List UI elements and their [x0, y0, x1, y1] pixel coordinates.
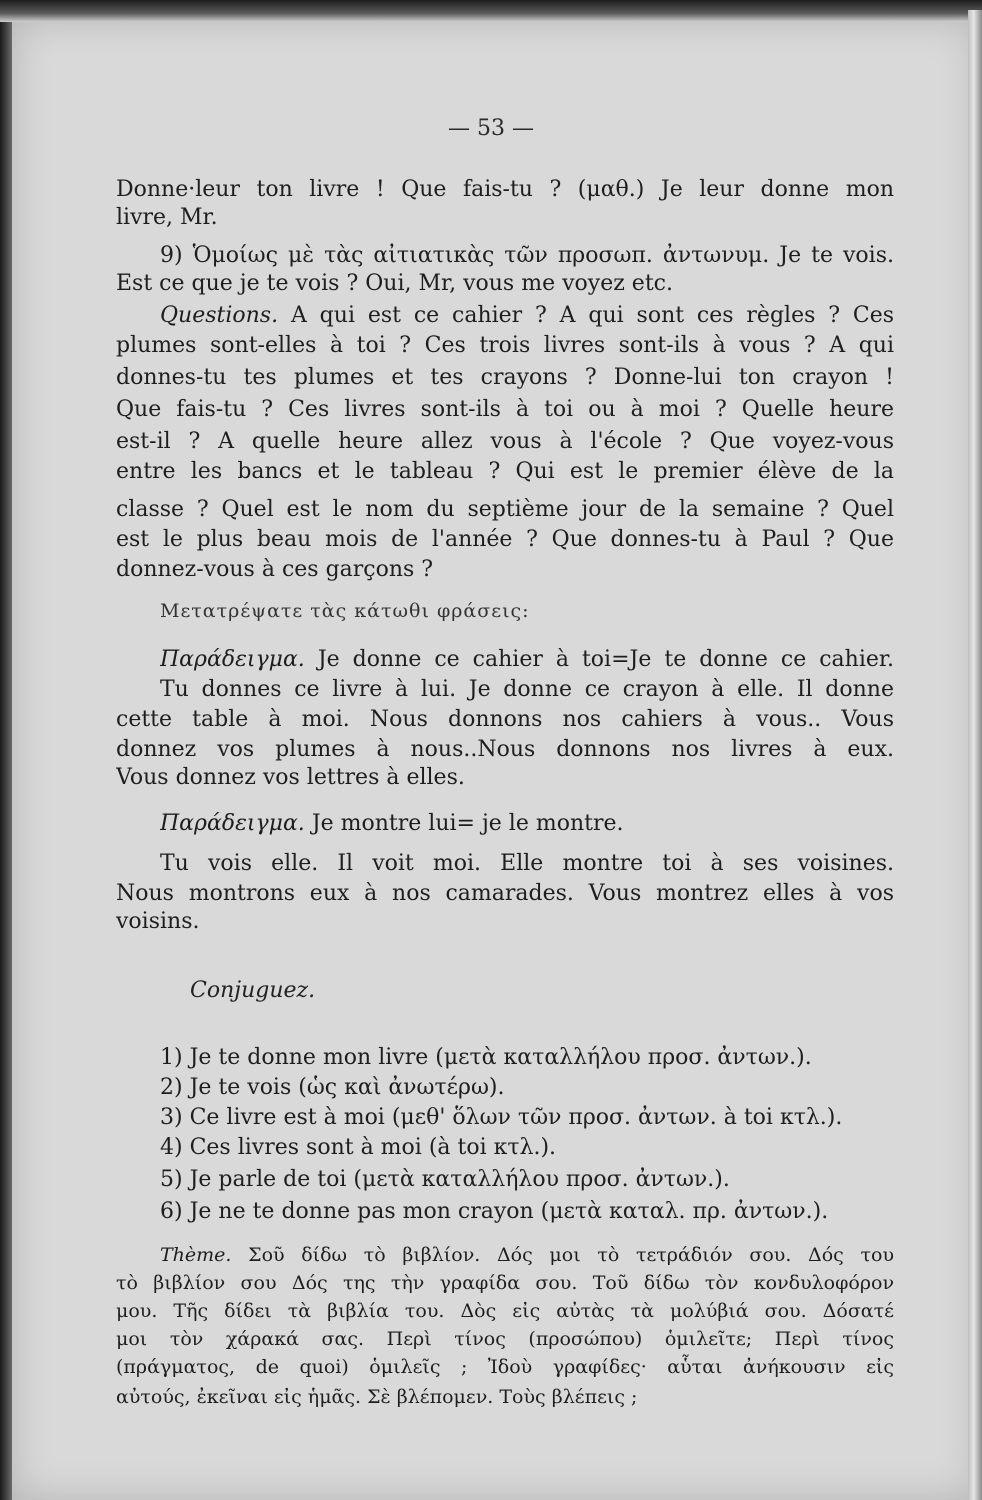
text-line: voisins. [116, 909, 200, 934]
conjuguez-heading: Conjuguez. [190, 978, 316, 1003]
page-right-edge [968, 10, 982, 1500]
questions-label: Questions. [160, 303, 279, 328]
conjugation-item: 5) Je parle de toi (μετὰ καταλλήλου προσ. ἀντων.). [160, 1167, 730, 1192]
text-line: classe ? Quel est le nom du septième jour de la semaine ? Quel [116, 497, 894, 522]
text-line: donnez-vous à ces garçons ? [116, 557, 434, 582]
text-line: entre les bancs et le tableau ? Qui est le premier élève de la [116, 459, 894, 484]
questions-first-line: A qui est ce cahier ? A qui sont ces règles ? Ces [290, 303, 894, 328]
text-line: Vous donnez vos lettres à elles. [116, 765, 465, 790]
text-line: donnes-tu tes plumes et tes crayons ? Donne-lui ton crayon ! [116, 365, 894, 390]
text-line: cette table à moi. Nous donnons nos cahiers à vous.. Vous [116, 707, 894, 732]
text-line: plumes sont-elles à toi ? Ces trois livres sont-ils à vous ? A qui [116, 333, 894, 358]
text-line: Tu vois elle. Il voit moi. Elle montre toi à ses voisines. [160, 851, 894, 876]
example-2-text: Je montre lui= je le montre. [311, 811, 624, 836]
example-line [160, 810, 894, 838]
text-line: est-il ? A quelle heure allez vous à l'école ? Que voyez-vous [116, 429, 894, 454]
theme-text-line: αὐτούς, ἐκεῖναι εἰς ἡμᾶς. Σὲ βλέπομεν. Τοὺς βλέπεις ; [116, 1386, 638, 1408]
conjugation-item: 6) Je ne te donne pas mon crayon (μετὰ καταλ. πρ. ἀντων.). [160, 1199, 829, 1224]
page-left-edge [0, 0, 12, 1500]
text-line: 9) Ὁμοίως μὲ τὰς αἰτιατικὰς τῶν προσωπ. ἀντωνυμ. Je te vois. [160, 243, 894, 268]
example-first-line: Je donne ce cahier à toi=Je te donne ce cahier. [317, 647, 894, 672]
text-line: Donne·leur ton livre ! Que fais-tu ? (μαθ.) Je leur donne mon [116, 177, 894, 202]
example-label-2: Παράδειγμα. [160, 811, 305, 836]
theme-text-line: μου. Τῆς δίδει τὰ βιβλία του. Δὸς εἰς αὐτὰς τὰ μολύβιά σου. Δόσατέ [116, 1300, 894, 1322]
text-line: donnez vos plumes à nous..Nous donnons nos livres à eux. [116, 737, 894, 762]
theme-text-line: (πράγματος, de quoi) ὁμιλεῖς ; Ἰδοὺ γραφίδες· αὗται ἀνήκουσιν εἰς [116, 1356, 894, 1378]
theme-line [160, 1242, 894, 1268]
page-top-edge [0, 0, 982, 22]
page-number: — 53 — [448, 116, 534, 141]
conjugation-item: 1) Je te donne mon livre (μετὰ καταλλήλου προσ. ἀντων.). [160, 1045, 812, 1070]
conjugation-item: 2) Je te vois (ὡς καὶ ἀνωτέρω). [160, 1075, 505, 1100]
conjugation-item: 3) Ce livre est à moi (μεθ' ὅλων τῶν προσ. ἀντων. à toi κτλ.). [160, 1105, 843, 1130]
theme-first-line: Σοῦ δίδω τὸ βιβλίον. Δός μοι τὸ τετράδιόν σου. Δός του [248, 1244, 894, 1266]
questions-line [160, 302, 894, 330]
theme-label: Thème. [160, 1244, 232, 1266]
theme-text-line: τὸ βιβλίον σου Δός της τὴν γραφίδα σου. Τοῦ δίδω τὸν κονδυλοφόρον [116, 1272, 894, 1294]
conjugation-item: 4) Ces livres sont à moi (à toi κτλ.). [160, 1135, 557, 1160]
text-line: Que fais-tu ? Ces livres sont-ils à toi ou à moi ? Quelle heure [116, 397, 894, 422]
example-label: Παράδειγμα. [160, 647, 305, 672]
example-line [160, 646, 894, 674]
text-line: Nous montrons eux à nos camarades. Vous montrez elles à vos [116, 881, 894, 906]
text-line: livre, Mr. [116, 205, 218, 230]
theme-text-line: μοι τὸν χάρακά σας. Περὶ τίνος (προσώπου) ὁμιλεῖτε; Περὶ τίνος [116, 1328, 894, 1350]
text-line: Est ce que je te vois ? Oui, Mr, vous me voyez etc. [116, 271, 673, 296]
greek-instruction: Μετατρέψατε τὰς κάτωθι φράσεις: [160, 600, 530, 622]
text-line: Tu donnes ce livre à lui. Je donne ce crayon à elle. Il donne [160, 677, 894, 702]
text-line: est le plus beau mois de l'année ? Que donnes-tu à Paul ? Que [116, 527, 894, 552]
